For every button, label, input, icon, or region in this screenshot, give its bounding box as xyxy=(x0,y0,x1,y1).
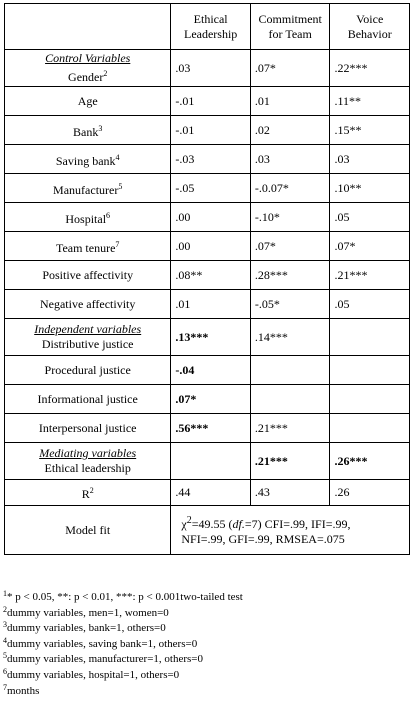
cell-ethical: .03 xyxy=(171,50,251,87)
fit-text: =7) CFI=.99, IFI=.99, xyxy=(244,517,351,531)
footnote-text: dummy variables, saving bank=1, others=0 xyxy=(7,637,198,650)
row-label-text: Informational justice xyxy=(37,391,138,406)
row-label-text: R xyxy=(81,487,90,501)
cell-voice: .07* xyxy=(330,232,410,261)
row-label xyxy=(5,232,171,261)
cell-voice: .05 xyxy=(330,203,410,232)
row-label-text: Distributive justice xyxy=(41,337,134,351)
table-row-negative-affectivity xyxy=(5,290,410,319)
cell-voice: .11** xyxy=(330,87,410,116)
regression-table xyxy=(4,3,410,555)
model-fit-stats xyxy=(171,506,410,555)
table-row-ethical-leadership xyxy=(5,443,410,480)
table-row-informational-justice xyxy=(5,385,410,414)
chi-symbol: χ xyxy=(181,517,187,531)
footnote-text: dummy variables, men=1, women=0 xyxy=(7,606,169,619)
footnote xyxy=(3,637,243,653)
cell-commitment: .07* xyxy=(250,232,330,261)
row-label-text: Positive affectivity xyxy=(42,267,134,282)
row-label xyxy=(5,506,171,555)
cell-ethical: .01 xyxy=(171,290,251,319)
cell-ethical: -.04 xyxy=(171,356,251,385)
table-row-procedural-justice xyxy=(5,356,410,385)
cell-voice: .05 xyxy=(330,290,410,319)
cell-ethical: .00 xyxy=(171,232,251,261)
section-heading-mediating: Mediating variables xyxy=(39,446,137,460)
cell-commitment: .01 xyxy=(250,87,330,116)
footnote-ref: 7 xyxy=(115,239,120,249)
row-label xyxy=(5,145,171,174)
footnote-text: dummy variables, bank=1, others=0 xyxy=(7,622,166,635)
cell-commitment: .43 xyxy=(250,480,330,506)
table-row-interpersonal-justice xyxy=(5,414,410,443)
cell-voice: .26 xyxy=(330,480,410,506)
cell-ethical: .07* xyxy=(171,385,251,414)
cell-ethical xyxy=(171,443,251,480)
superscript: 2 xyxy=(186,515,192,526)
col-header-commitment-for-team xyxy=(250,4,330,50)
row-label xyxy=(5,87,171,116)
cell-commitment: -.10* xyxy=(250,203,330,232)
cell-voice xyxy=(330,385,410,414)
row-label-text: Interpersonal justice xyxy=(38,420,137,435)
row-label xyxy=(5,50,171,87)
footnote-ref: 2 xyxy=(103,69,108,78)
table-row-positive-affectivity xyxy=(5,261,410,290)
cell-commitment: .03 xyxy=(250,145,330,174)
corner-cell xyxy=(5,4,171,50)
row-label xyxy=(5,385,171,414)
row-label xyxy=(5,480,171,506)
cell-ethical: .00 xyxy=(171,203,251,232)
table-row-bank xyxy=(5,116,410,145)
cell-voice xyxy=(330,319,410,356)
footnotes xyxy=(3,590,243,699)
row-label xyxy=(5,203,171,232)
cell-voice xyxy=(330,414,410,443)
cell-voice: .22*** xyxy=(330,50,410,87)
cell-commitment: .02 xyxy=(250,116,330,145)
row-label xyxy=(5,290,171,319)
cell-commitment: .07* xyxy=(250,50,330,87)
cell-commitment: -.0.07* xyxy=(250,174,330,203)
cell-commitment: -.05* xyxy=(250,290,330,319)
cell-commitment: .21*** xyxy=(250,414,330,443)
section-heading-independent: Independent variables xyxy=(34,322,142,336)
footnote xyxy=(3,606,243,622)
footnote-marker: 5 xyxy=(3,651,7,661)
cell-commitment xyxy=(250,356,330,385)
footnote-text: dummy variables, manufacturer=1, others=0 xyxy=(7,653,203,666)
cell-ethical: .56*** xyxy=(171,414,251,443)
footnote-marker: 2 xyxy=(3,604,7,614)
row-label-text: Team tenure xyxy=(55,240,116,255)
header-text: Voice xyxy=(356,11,384,26)
row-label xyxy=(5,414,171,443)
footnote-marker: 4 xyxy=(3,635,7,645)
header-row xyxy=(5,4,410,50)
cell-commitment: .14*** xyxy=(250,319,330,356)
header-text: Behavior xyxy=(347,26,392,41)
row-label xyxy=(5,356,171,385)
row-label xyxy=(5,319,171,356)
cell-voice: .15** xyxy=(330,116,410,145)
row-label-text: Age xyxy=(77,93,98,108)
row-label-text: Ethical leadership xyxy=(44,461,131,475)
footnote-marker: 7 xyxy=(3,682,7,692)
section-heading-control: Control Variables xyxy=(45,51,131,65)
table-row-model-fit xyxy=(5,506,410,555)
row-label-text: Bank xyxy=(73,124,99,139)
row-label-text: Procedural justice xyxy=(44,362,131,377)
fit-text: NFI=.99, GFI=.99, RMSEA=.075 xyxy=(181,532,345,546)
header-text: for Team xyxy=(268,26,312,41)
footnote-text: dummy variables, hospital=1, others=0 xyxy=(7,668,180,681)
cell-ethical: .44 xyxy=(171,480,251,506)
footnote-ref: 4 xyxy=(115,152,120,162)
cell-ethical: -.01 xyxy=(171,87,251,116)
cell-voice xyxy=(330,356,410,385)
footnote xyxy=(3,668,243,684)
cell-voice: .26*** xyxy=(330,443,410,480)
col-header-voice-behavior xyxy=(330,4,410,50)
row-label xyxy=(5,174,171,203)
cell-ethical: -.01 xyxy=(171,116,251,145)
fit-text: =49.55 ( xyxy=(191,517,233,531)
cell-voice: .21*** xyxy=(330,261,410,290)
cell-voice: .03 xyxy=(330,145,410,174)
footnote-marker: 1 xyxy=(3,589,7,598)
table-row-gender xyxy=(5,50,410,87)
cell-voice: .10** xyxy=(330,174,410,203)
footnote-marker: 6 xyxy=(3,666,7,676)
row-label-text: Negative affectivity xyxy=(39,296,136,311)
cell-commitment: .28*** xyxy=(250,261,330,290)
header-text: Ethical xyxy=(193,11,228,26)
footnote xyxy=(3,652,243,668)
table-row-age xyxy=(5,87,410,116)
cell-ethical: -.05 xyxy=(171,174,251,203)
fit-df: df. xyxy=(232,517,245,531)
row-label-text: Manufacturer xyxy=(53,182,119,197)
footnote-text: * p < 0.05, **: p < 0.01, ***: p < 0.001two-tailed test xyxy=(7,591,243,603)
row-label-text: Gender xyxy=(68,70,104,84)
table-row-manufacturer xyxy=(5,174,410,203)
footnote-ref: 3 xyxy=(98,123,103,133)
row-label xyxy=(5,261,171,290)
table-row-team-tenure xyxy=(5,232,410,261)
row-label-text: Hospital xyxy=(65,211,107,226)
cell-ethical: .13*** xyxy=(171,319,251,356)
table-row-saving-bank xyxy=(5,145,410,174)
footnote-ref: 5 xyxy=(118,181,123,191)
row-label-text: Saving bank xyxy=(55,153,116,168)
table-row-r-squared xyxy=(5,480,410,506)
footnote-marker: 3 xyxy=(3,620,7,630)
cell-commitment xyxy=(250,385,330,414)
header-text: Commitment xyxy=(258,11,322,26)
footnote xyxy=(3,590,243,606)
row-label-text: Model fit xyxy=(65,522,111,537)
superscript: 2 xyxy=(89,486,94,495)
footnote-text: months xyxy=(7,684,40,697)
header-text: Leadership xyxy=(184,26,238,41)
table-row-hospital xyxy=(5,203,410,232)
cell-commitment: .21*** xyxy=(250,443,330,480)
col-header-ethical-leadership xyxy=(171,4,251,50)
footnote xyxy=(3,621,243,637)
table-row-distributive-justice xyxy=(5,319,410,356)
row-label xyxy=(5,443,171,480)
cell-ethical: .08** xyxy=(171,261,251,290)
footnote xyxy=(3,684,243,700)
footnote-ref: 6 xyxy=(106,210,111,220)
row-label xyxy=(5,116,171,145)
cell-ethical: -.03 xyxy=(171,145,251,174)
